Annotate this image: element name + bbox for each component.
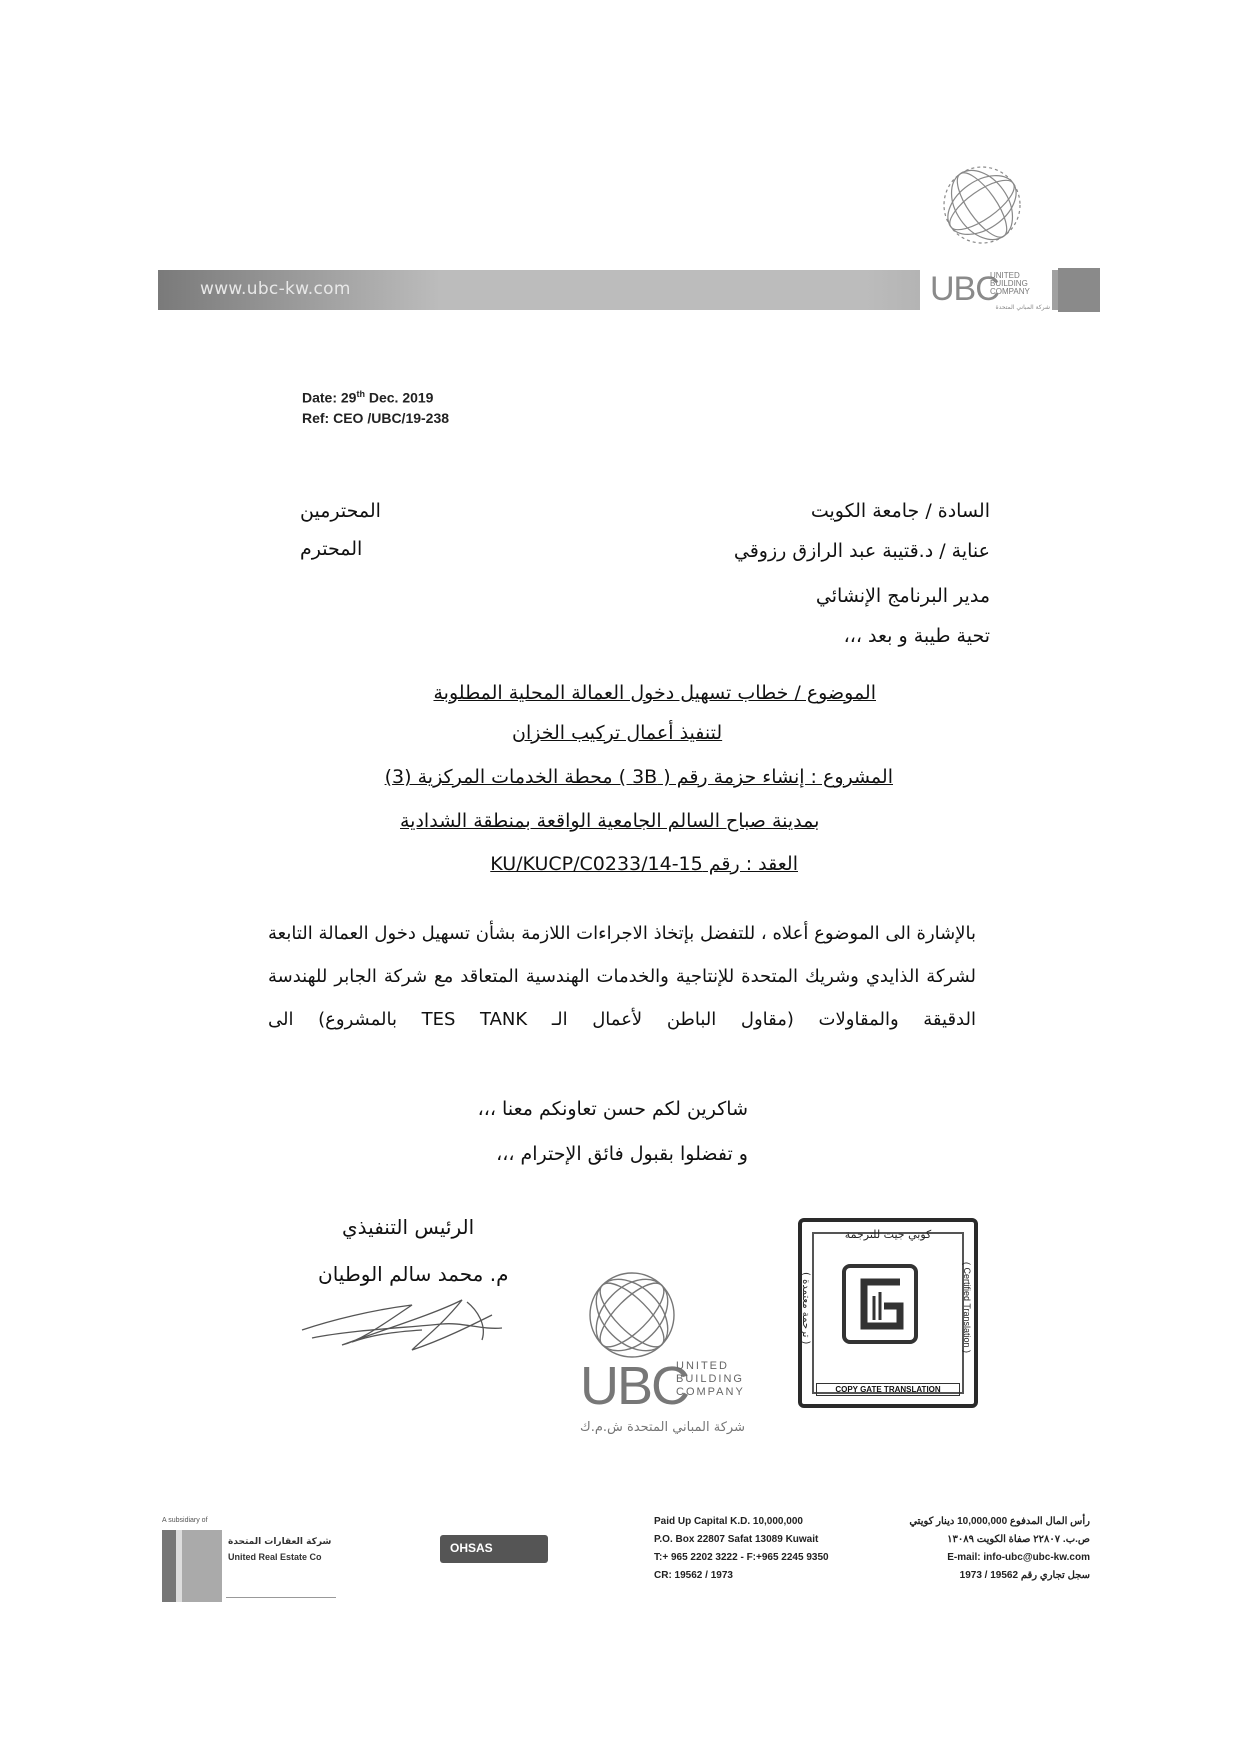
- footer-email[interactable]: E-mail: info-ubc@ubc-kw.com: [947, 1552, 1090, 1563]
- translation-stamp-top: كوبي جيت للترجمة: [844, 1228, 932, 1241]
- footer-affiliate-label: A subsidiary of: [162, 1517, 208, 1524]
- greeting-line: تحية طيبة و بعد ،،،: [843, 625, 990, 647]
- date-superscript: th: [356, 389, 365, 399]
- location-line: بمدينة صباح السالم الجامعية الواقعة بمنطقة الشدادية: [400, 810, 820, 832]
- website-url[interactable]: www.ubc-kw.com: [200, 279, 351, 299]
- footer-row-left: T:+ 965 2202 3222 - F:+965 2245 9350: [654, 1552, 829, 1563]
- copy-gate-logo-icon: [840, 1262, 920, 1346]
- honorific-2: المحترم: [300, 538, 363, 560]
- closing-line-2: و تفضلوا بقبول فائق الإحترام ،،،: [496, 1143, 748, 1165]
- ohsas-label: OHSAS: [450, 1541, 493, 1555]
- footer-row-right: ص.ب. ٢٢٨٠٧ صفاة الكويت ١٣٠٨٩: [947, 1534, 1090, 1545]
- translation-stamp: [798, 1218, 978, 1408]
- contract-line: العقد : رقم KU/KUCP/C0233/14-15: [490, 853, 798, 875]
- header-logo: UBC: [930, 270, 999, 308]
- date-line: [302, 384, 449, 408]
- date-suffix: Dec. 2019: [364, 389, 434, 406]
- ubc-stamp-subtitle: UNITED BUILDING COMPANY: [676, 1360, 745, 1398]
- footer-divider: [226, 1597, 336, 1598]
- header-logo-subtitle: UNITED BUILDING COMPANY: [990, 271, 1030, 296]
- footer-row: [654, 1549, 1090, 1567]
- signatory-name: م. محمد سالم الوطيان: [318, 1262, 509, 1286]
- footer-company-info: [654, 1513, 1090, 1585]
- footer-urec-arabic: شركة العقارات المتحدة: [228, 1537, 332, 1547]
- footer-row-right: سجل تجاري رقم 19562 / 1973: [959, 1570, 1090, 1581]
- date-ref-block: [302, 384, 449, 428]
- footer-row-left: P.O. Box 22807 Safat 13089 Kuwait: [654, 1534, 819, 1545]
- subject-line-2: لتنفيذ أعمال تركيب الخزان: [512, 722, 723, 744]
- project-line: المشروع : إنشاء حزمة رقم ( 3B ) محطة الخدمات المركزية (3): [384, 766, 893, 788]
- translation-stamp-bottom: COPY GATE TRANSLATION: [816, 1383, 960, 1396]
- handwritten-signature: [292, 1280, 512, 1360]
- translation-stamp-left: ( ترجمة معتمدة ): [800, 1272, 811, 1345]
- ref-line: Ref: CEO /UBC/19-238: [302, 409, 450, 426]
- date-prefix: Date: 29: [302, 389, 357, 406]
- ubc-stamp-logo: UBC: [580, 1356, 689, 1416]
- ubc-stamp-globe-icon: [582, 1265, 682, 1365]
- closing-line-1: شاكرين لكم حسن تعاونكم معنا ،،،: [477, 1098, 748, 1120]
- translation-stamp-right: ( Certified Translation ): [962, 1262, 972, 1354]
- ubc-stamp-arabic: شركة المباني المتحدة ش.م.ك: [580, 1420, 745, 1435]
- footer-row: [654, 1513, 1090, 1531]
- footer-row-left: Paid Up Capital K.D. 10,000,000: [654, 1516, 803, 1527]
- honorific-1: المحترمين: [300, 500, 381, 522]
- signatory-title: الرئيس التنفيذي: [342, 1215, 475, 1239]
- body-paragraph: بالإشارة الى الموضوع أعلاه ، للتفضل بإتخاذ الاجراءات اللازمة بشأن تسهيل دخول العمالة التابعة لشركة الذايدي وشريك المتحدة للإنتاجية والخدمات الهندسية المتعاقد مع شركة الجابر للهندسة الدقيقة والمقاولات (مقاول الباطن لأعمال الـ TES TANK بالمشروع) الى: [267, 923, 976, 1030]
- footer-row-right: رأس المال المدفوع 10,000,000 دينار كويتي: [909, 1516, 1090, 1527]
- header-logo-arabic: شركة المباني المتحدة: [995, 304, 1050, 311]
- addressee-line-3: مدير البرنامج الإنشائي: [815, 585, 990, 607]
- footer-row: [654, 1567, 1090, 1585]
- header-right-block: [1058, 268, 1100, 312]
- footer-row: [654, 1531, 1090, 1549]
- ubc-globe-icon: [937, 160, 1027, 250]
- footer-row-left: CR: 19562 / 1973: [654, 1570, 733, 1581]
- addressee-line-1: السادة / جامعة الكويت: [810, 500, 990, 522]
- addressee-line-2: عناية / د.قتيبة عبد الرازق رزوقي: [733, 540, 990, 562]
- footer-urec-english: United Real Estate Co: [228, 1552, 322, 1562]
- ohsas-badge: [440, 1535, 548, 1563]
- footer-urec-logo: [162, 1530, 222, 1602]
- subject-line-1: الموضوع / خطاب تسهيل دخول العمالة المحلية المطلوبة: [433, 682, 876, 704]
